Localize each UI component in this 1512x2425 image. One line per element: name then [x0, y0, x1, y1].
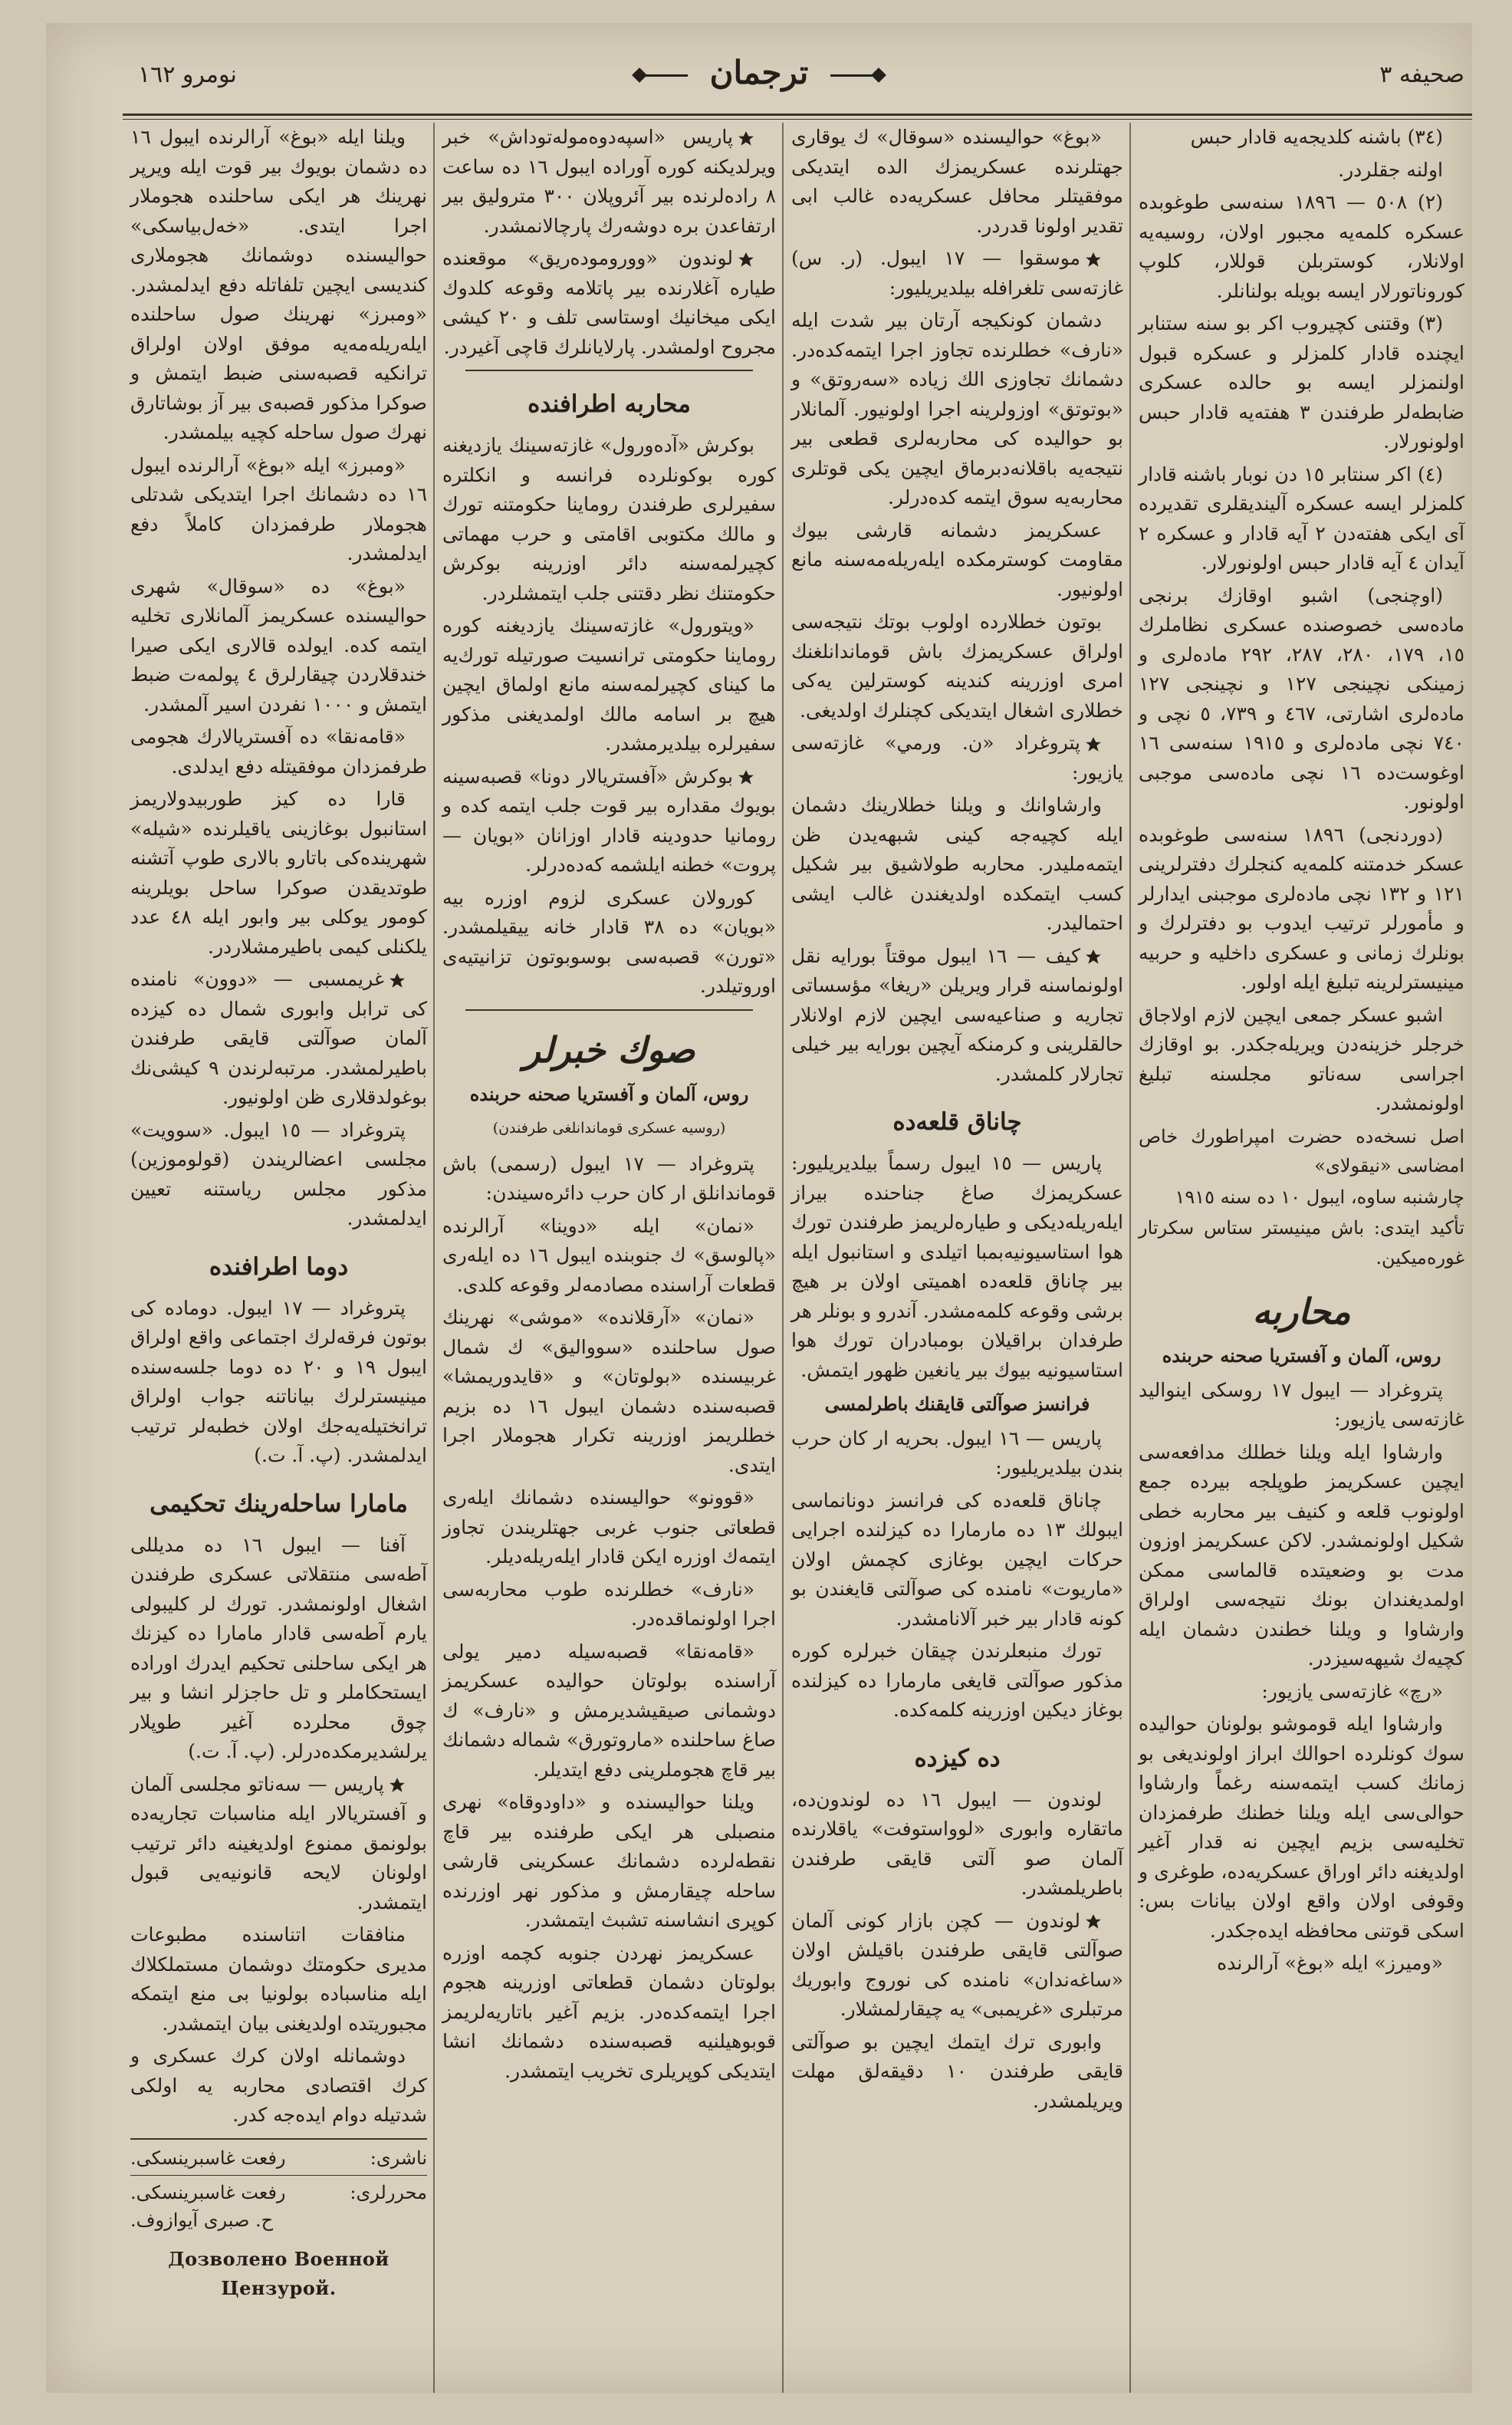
paragraph-text: بوكرش «آفستريالار دونا» قصبه‌سينه بويوك مقداره بير قوت جلب ايتمه كده و رومانيا حدودينه قادار اوزانان «بويان — پروت» خطنه ايلشمه كه‌ده‌درلر.: [442, 765, 776, 876]
paragraph: «رچ» غازته‌سى يازيور:: [1261, 1680, 1443, 1703]
publisher-row: [130, 2144, 427, 2172]
ornament-icon: [830, 70, 884, 81]
paragraph: (٣) وقتنى كچيروب اكر بو سنه ستنابر ايچنده قادار كلمزلر و عسكره قبول اولنمزلر ايسه بو حالده عسكرى ضابطه‌لر طرفندن ٣ هفته‌يه قادار حبس اولونورلار.: [1139, 312, 1464, 452]
paragraph: منافقات اتناسنده مطبوعات مديرى حكومتك دوشمان مستملكلاك ايله مناسباده بولونيا بى منع ايتمكه مجبوريتده اولديغنى بيان ايتمشدر.: [130, 1923, 427, 2035]
page-number: صحيفه ٣: [1379, 61, 1464, 88]
paragraph: «قامه‌نقا» قصبه‌سيله دمير يولى آراسنده بولوتان حواليده عسكريمز دوشمانى صيقيشديرمش و «نارف» ك صاغ ساحلنده «ماروتورق» شماله دشمانك بير قاچ هجوملرينى دفع ايتديلر.: [442, 1640, 776, 1781]
paragraph: كورولان عسكرى لزوم اوزره بيه «بويان» ده ٣٨ قادار خانه ييقيلمشدر. «تورن» قصبه‌سى بوسوبوتون تزانيتيه‌ى اوروتيلدر.: [442, 886, 777, 997]
paragraph: پتروغراد — ١٥ ايبول. «سوويت» مجلسى اعضالريندن (قولوموزين) مذكور مجلس رياستنه تعيين ايدلمشدر.: [130, 1118, 427, 1229]
paragraph: بوتون خطلارده اولوب بوتك نتيجه‌سى اولراق عسكريمزك باش قوماندانلغنك امرى اوزرينه كندينه كوسترلين يه‌كى خطلارى اشغال ايتديكى كچنلرك اولديغى.: [791, 610, 1123, 722]
bullet-icon: [738, 769, 754, 786]
paragraph: پتروغراد — ١٧ ايبول. دوماده كى بوتون فرقه‌لرك اجتماعى واقع اولراق ايبول ١٩ و ٢٠ ده دوما جلسه‌سنده مينيسترلرك بياناتنه جواب اولراق ترانختيله‌يه‌جك اولان خطبه‌لر ترتيب ايدلمشدر. (پ. آ. ت.): [130, 1296, 427, 1466]
paragraph: [130, 965, 427, 1113]
paragraph: وارشاوانك و ويلنا خطلارينك دشمان ايله كچيه‌جه كينى شبهه‌يدن ظن ايتمه‌مليدر. محاربه طولاشيق بير شكيل كسب ايتمكده اولديغندن غالب ايشى احتماليدر.: [791, 794, 1123, 934]
column-2: [784, 123, 1131, 2393]
paragraph: آفنا — ايبول ١٦ ده مديللى آطه‌سى منتقلاتى عسكرى طرفندن اشغال اولونمشدر. تورك لر كليبولى يارم آطه‌سى قادار مامارا ده كيزنك هر ايكى ساحلنى تحكيم ايدرك اوراده ايستحكاملر و تل حاجزلر انشا و بير چوق محلرده آغير طوپلار يرلشديرمكده‌درلر. (پ. آ. ت.): [130, 1533, 427, 1762]
paragraph-text: پتروغراد «ن. ورمي» غازته‌سى يازيور:: [791, 732, 1123, 784]
paragraph: «بوغ» ده «سوقال» شهرى حواليسنده عسكريمز آلمانلارى تخليه ايتمه كده. ايولده قالارى ايكى صيرا خندقلاردن چيقارلرق ٤ پولمه‌ت ضبط ايتمش و ١٠٠٠ نفردن اسير آلمشدر.: [130, 574, 427, 716]
paragraph: «ويتورول» غازته‌سينك يازديغنه كوره روماينا حكومتى ترانسيت صورتيله تورك‌يه ما كيناى كچيرلمه‌سنه مانع اولماق ايچين هيچ بر اسامه مالك اولمديغنى مذكور سفيرلره بيلديرمشدر.: [442, 614, 776, 755]
editors-label: محررلرى:: [350, 2181, 427, 2203]
paragraph: (٤) اكر سنتابر ١٥ دن نوبار باشنه قادار كلمزلر ايسه عسكره آلينديقلرى تقديرده آى ايكى هفته‌دن ٢ آيه قادار و عسكره ٢ آيدان ٤ آيه قادار حبس اولونورلار.: [1139, 462, 1464, 574]
paragraph-text: پاريس «اسپه‌دوه‌موله‌توداش» خبر ويرلديكنه كوره آوراده ايبول ١٦ ده ساعت ٨ راده‌لرنده بير آئروپلان ٣٠٠ متروليق بير ارتفاعدن بره دوشه‌رك پارچالانمشدر.: [442, 126, 776, 237]
bullet-icon: [1085, 736, 1102, 753]
paragraph: وابورى ترك ايتمك ايچين بو صوآلتى قايقى طرفندن ١٠ دقيقه‌لق مهلت ويريلمشدر.: [791, 2030, 1123, 2112]
paragraph: «وميرز» ايله «بوغ» آرالرنده: [1217, 1952, 1443, 1974]
editor-name: ح. صبرى آيوازوف.: [130, 2209, 274, 2231]
paragraph: «بوغ» حواليسنده «سوقال» ك يوقارى جهتلرنده عسكريمزك الده ايتديكى موفقيتلر محافل عسكريه‌ده غالب ابى تقدير اولونا قدردر.: [791, 126, 1123, 237]
divider: [465, 1009, 753, 1011]
section-subheading: فرانسز صوآلتى قايقنك باطرلمسى: [824, 1393, 1090, 1415]
section-heading: مامارا ساحله‌رينك تحكيمى: [150, 1489, 408, 1518]
section-heading: محاربه اطرافنده: [528, 390, 691, 418]
section-heading: دوما اطرافنده: [209, 1252, 349, 1281]
paragraph-text: لوندون «ووروموده‌ريق» موقعنده طياره آغلارنده بير پاتلامه وقوعه كلدوك ايكى ميخانيك اوستاسى تلف و ٢٠ كيشى مجروح اولمشدر. پارلايانلرك قاچى آغيردر.: [442, 247, 776, 358]
paragraph: [791, 729, 1123, 788]
newspaper-page: [46, 23, 1472, 2393]
ornament-icon: [634, 70, 688, 81]
paragraph: (دوردنجى) ١٨٩٦ سنه‌سى طوغوبده عسكر خدمتنه كلمه‌يه كنجلرك دفترلرينى ١٢١ و ١٣٢ نچى ماده‌لرى موجبنى ايدارلر و مأمورلر ترتيب ايدوب بو دفترلرك و بونلرك زمانى و عسكرى داخليه و حربيه مينيسترلرينه تبليغ ايله اولور.: [1139, 823, 1464, 993]
paragraph: اشبو عسكر جمعى ايچين لازم اولاجاق خرجلر خزينه‌دن ويريله‌جكدر. بو اوقازك اجراسى سه‌ناتو مجلسنه تبليغ اولونمشدر.: [1139, 1003, 1464, 1114]
paragraph: دشمان كونكيجه آرتان بير شدت ايله «نارف» خطلرنده تجاوز اجرا ايتمه‌كده‌در. دشمانك تجاوزى الك زياده «سه‌روتق» و «بوتوتق» اوزولرينه اجرا اولونيور. آلمانلار بو حواليده كى محاربه‌لرى قطعى بير نتيجه‌يه باقلانه‌دبرماق ايچين يكى قوتلرى محاربه‌يه سوق ايتمه كده‌درلر.: [791, 309, 1123, 508]
paragraph: پتروغراد — ١٧ ايبول (رسمى) باش قوماندانلق ار كان حرب دائره‌سيندن:: [442, 1152, 776, 1204]
section-subheading: روس، آلمان و آفستريا صحنه حربنده: [1162, 1344, 1441, 1367]
paragraph-text: غريمسبى — «دوون» نامنده كى ترابل وابورى شمال ده كيزده آلمان صوآلتى قايقى طرفندن باطيرلمشدر. مرتبه‌لرندن ٩ كيشى‌نك بوغولدقلارى ظن اولونيور.: [130, 968, 427, 1108]
header-rule: [123, 119, 1472, 120]
paragraph: «قامه‌نقا» ده آفستريالارك هجومى طرفمزدان موفقيتله دفع ايدلدى.: [130, 726, 427, 778]
paragraph: (٣٤) باشنه كلديجه‌يه قادار حبس: [1190, 126, 1443, 148]
header-rule: [123, 114, 1472, 116]
column-3: [435, 123, 784, 2393]
editors-names: [130, 2179, 286, 2234]
paragraph: [442, 244, 776, 362]
paragraph: تورك منبعلرندن چيقان خبرلره كوره مذكور صوآلتى قايغى مارمارا ده كيزلنده بوغاز ديكين اوزرينه كلمه‌كده.: [791, 1640, 1123, 1721]
newspaper-title-row: [46, 54, 1472, 91]
paragraph: پاريس — ١٦ ايبول. بحريه ار كان حرب بندن بيلديريليور:: [791, 1426, 1123, 1479]
bullet-icon: [1085, 949, 1102, 966]
paragraph: [130, 1770, 427, 1918]
newspaper-title: ترجمان: [709, 54, 809, 91]
bullet-icon: [389, 1777, 406, 1794]
paragraph-text: پاريس — سه‌ناتو مجلسى آلمان و آفستريالار ايله مناسبات تجاريه‌ده بولونمق ممنوع اولديغينه دائر ترتيب اولونان لايحه قانونيه‌يى قبول ايتمشدر.: [130, 1772, 427, 1913]
paragraph-text: لوندون — كچن بازار كونى آلمان صوآلتى قايقى طرفندن باقيلش اولان «ساغه‌ندان» نامنده كى نوروج وابوريك مرتبلرى «غريمبى» يه چيقارلمشلار.: [791, 1909, 1123, 2020]
censor-note: Дозволено Военной Цензурой.: [168, 2247, 390, 2299]
paragraph: [791, 244, 1123, 303]
paragraph: ويلنا حواليسنده و «داودوقاه» نهرى منصبلى هر ايكى طرفنده بير قاچ نقطه‌لرده دشمانك عسكرينى قارشى ساحله چيقارمش و مذكور نهر اوزرنده كوپرى انشاسنه تشبث ايتمشدر.: [442, 1791, 776, 1931]
issue-number: نومرو ١٦٢: [138, 61, 237, 88]
paragraph: «نمان» «آرقلانده» «موشى» نهرينك صول ساحلنده «سوواليق» ك شمال غربيسنده «بولوتان» و «قايدوريمشا» قصبه‌سنده دشمان ايبول ١٦ ده بزيم خطلريمز اوزرينه تكرار هجوملار اجرا ايتدى.: [442, 1306, 776, 1476]
paragraph: قارا ده كيز طوربيدولاريمز استانبول بوغازينى ياقيلرنده «شيله» شهرينده‌كى باتارو بالارى طوپ آتشنه طوتديقدن صوكرا ساحل بويلرينه كومور يوكلى بير وابور ايله ٤٨ عدد يلكنلى كيمى باطيرمشلاردر.: [130, 788, 427, 958]
paragraph: ويلنا ايله «بوغ» آرالرنده ايبول ١٦ ده دشمان بويوك بير قوت ايله ويرپر نهرينك هر ايكى ساحلنده هجوملار اجرا ايتدى. «خه‌ل‌بياسكى» حواليسنده دوشمانك هجوملارى كنديسى ايچين تلفاتله دفع ايدلمشدر. «ومبرز» نهرينك صول ساحلنده ايله‌ريله‌مه‌يه موفق اولان اولراق ترانكيه قصبه‌سنى ضبط ايتمش و صوكرا مذكور قصبه‌ى بير آز بوشاتارق نهرك صول ساحله كچيه بيلمشدر.: [130, 126, 427, 443]
publisher-name: رفعت غاسبرينسكى.: [130, 2147, 286, 2169]
paragraph: [442, 123, 776, 241]
paragraph: عسكريمز نهردن جنوبه كچمه اوزره بولوتان دشمان قطعاتى اوزرينه هجوم اجرا ايتمه‌كده‌در. بزيم آغير باتاريه‌لريمز قوبوهيلنيه قصبه‌سنده دشمانك انشا ايتديكى كوپريلرى تخريب ايتمشدر.: [442, 1941, 776, 2082]
section-heading: چاناق قلعه‌ده: [892, 1108, 1022, 1136]
editors-row: [130, 2175, 427, 2234]
divider: [465, 370, 753, 371]
paragraph: پاريس — ١٥ ايبول رسماً بيلديريليور: عسكريمزك صاغ جناحنده بيراز ايله‌ريله‌ديكى و طياره‌لريمز طرفندن تورك هوا استاسيونيه‌بمبا اتيلدى و استانبول ايله بير چاناق قلعه‌ده اهميتى اولان بر هيچ برشى وقوعه كلمه‌مشدر. آندرو و بونلر هر طرفدان براقيلان بومبادران تورك هوا استاسيونيه بيوك بير يانغين ظهور ايتمش.: [791, 1152, 1123, 1381]
paragraph-text: موسقوا — ١٧ ايبول. (ر. س) غازته‌سى تلغرافله بيلديريليور:: [791, 247, 1123, 299]
date-line: چارشنبه ساوه، ايبول ١٠ ده سنه ١٩١٥: [1175, 1186, 1464, 1208]
paragraph: (اوچنجى) اشبو اوقازك برنجى ماده‌سى خصوصنده عسكرى نظاملرك ١٥، ١٧٩، ٢٨٠، ٢٨٧، ٢٩٢ ماده‌لرى و زمينكى نچينجى ١٢٧ و نچينجى ١٢٧ ماده‌لرى اشارتى، ٤٦٧ و ٧٣٩، ٥ نچى و ٧٤٠ نچى ماده‌لرى و ١٩١٥ سنه‌سى ١٦ اوغوست‌ده ١٦ نچى ماده‌سى موجبى اولونور.: [1139, 584, 1465, 813]
paragraph: بوكرش «آده‌ورول» غازته‌سينك يازديغنه كوره بوكونلرده فرانسه و انكلتره سفيرلرى طرفندن روماينا حكومتنه تورك و مالك مكتوبى اقامتى و حرب مهماتى كچيرلمه‌سنه دائر اوزرينه بوكرش حكومتنك نظر دقتنى جلب ايتمشلردر.: [442, 434, 776, 604]
section-heading-war: محاربه: [1252, 1291, 1351, 1332]
paragraph: اولنه جقلردر.: [1338, 158, 1443, 181]
section-heading: ده كيزده: [914, 1744, 1001, 1772]
bullet-icon: [1085, 252, 1102, 268]
column-4: [123, 123, 435, 2393]
bullet-icon: [738, 130, 754, 147]
paragraph: وارشاوا ايله ويلنا خطلك مدافعه‌سى ايچين عسكريمز طوپلجه بيرده جمع اولونوب قلعه و كنيف بير محاربه خطى شكيل اولونمشدر. لاكن عسكريمز اوزون مدت بو وضعيتده قالماسى ممكن اولمديغندان بونك نتيجه‌سى اولراق وارشاوا و ويلنا خطندن دشمان ايله كچيه‌ك شيهه‌سيزدر.: [1139, 1440, 1464, 1670]
attestation-line: تأكيد ايتدى: باش مينيستر ستاس سكرتار غوره‌ميكين.: [1139, 1217, 1464, 1268]
masthead: [46, 46, 1472, 115]
signature-line: اصل نسخه‌ده حضرت امپراطورك خاص امضاسى «نيقولاى»: [1139, 1125, 1464, 1176]
paragraph: [791, 1907, 1123, 2025]
paragraph: (٢) ٥٠٨ — ١٨٩٦ سنه‌سى طوغوبده عسكره كلمه‌يه مجبور اولان، روسيه‌يه اولانلار، كوستربلن قوللار، كلوپ كوروناتورلار ايسه بويله بولنانلر.: [1139, 191, 1464, 302]
editor-name: رفعت غاسبرينسكى.: [130, 2181, 286, 2203]
paragraph: «قوونو» حواليسنده دشمانك ايله‌رى قطعاتى جنوب غربى جهتلريندن تجاوز ايتمه‌ك اوزره ايكن قادار ايله‌ريله‌ديلر.: [442, 1486, 776, 1568]
paragraph: «نمان» ايله «دوينا» آرالرنده «پالوسق» ك جنوبنده ايبول ١٦ ده ايله‌رى قطعات آراسنده مصادمه‌لر وقوعه كلدى.: [442, 1214, 776, 1296]
section-note: (روسيه عسكرى قوماندانلغى طرفندن): [492, 1120, 726, 1137]
paragraph: دوشمانله اولان كرك عسكرى و كرك اقتصادى محاربه يه اولكى شدتيله دوام ايده‌جه كدر.: [130, 2045, 427, 2126]
bullet-icon: [389, 972, 406, 989]
publisher-label: ناشرى:: [370, 2147, 427, 2169]
section-heading-latest-news: صوك خبرلر: [523, 1028, 695, 1071]
column-1: [1131, 123, 1472, 2393]
paragraph: «نارف» خطلرنده طوب محاربه‌سى اجرا اولونماقده‌در.: [442, 1578, 776, 1630]
imprint: [130, 2138, 427, 2304]
paragraph: [791, 942, 1123, 1090]
paragraph: [442, 762, 776, 880]
paragraph: لوندون — ايبول ١٦ ده لوندون‌ده، ماتقاره وابورى «لوواستوفت» ياقلارنده آلمان صو آلتى قايقى طرفندن باطريلمشدر.: [791, 1788, 1123, 1899]
paragraph: «ومبرز» ايله «بوغ» آرالرنده ايبول ١٦ ده دشمانك اجرا ايتديكى شدتلى هجوملار طرفمزدان كاملاً دفع ايدلمشدر.: [130, 453, 427, 564]
section-subheading: روس، آلمان و آفستريا صحنه حربنده: [469, 1082, 749, 1105]
columns: [123, 123, 1472, 2393]
bullet-icon: [738, 252, 754, 268]
paragraph: پتروغراد — ايبول ١٧ روسكى اينواليد غازته‌سى يازيور:: [1139, 1378, 1464, 1430]
paragraph-text: كيف — ١٦ ايبول موقتاً بورايه نقل اولونماسنه قرار ويريلن «ريغا» مؤسساتى تجاريه و صناعيه‌سى ايچين لازم اولانلار حالقلرينى و كرمنكه آيچين بورايه بير خيلى تجارلار كلمشدر.: [791, 944, 1123, 1085]
paragraph: چاناق قلعه‌ده كى فرانسز دونانماسى ايبولك ١٣ ده مارمارا ده كيزلنده اجرايى حركات ايچين بوغازى كچمش اولان «ماريوت» نامنده كى صوآلتى قايغندن بو كونه قادار بير خبر آلانامشدر.: [791, 1489, 1123, 1630]
paragraph: عسكريمز دشمانه قارشى بيوك مقاومت كوسترمكده ايله‌ريله‌مه‌سنه مانع اولونيور.: [791, 518, 1123, 600]
bullet-icon: [1085, 1913, 1102, 1930]
paragraph: وارشاوا ايله قوموشو بولونان حواليده سوك كونلرده احوالك ابراز اولونديغى بو زمانك كسب ايتمه‌سنه رغماً وارشاوا حوالى‌سى ايله ويلنا خطنك طرفمزدان تخليه‌سى بزيم ايچين نه قدار آغير اولديغنه دائر اوراق عسكريه‌ده، طوغرى و وقوفى اولان واقع اولان بيانات بس: اسكى قوتنى محافظه ايده‌جكدر.: [1139, 1713, 1464, 1942]
